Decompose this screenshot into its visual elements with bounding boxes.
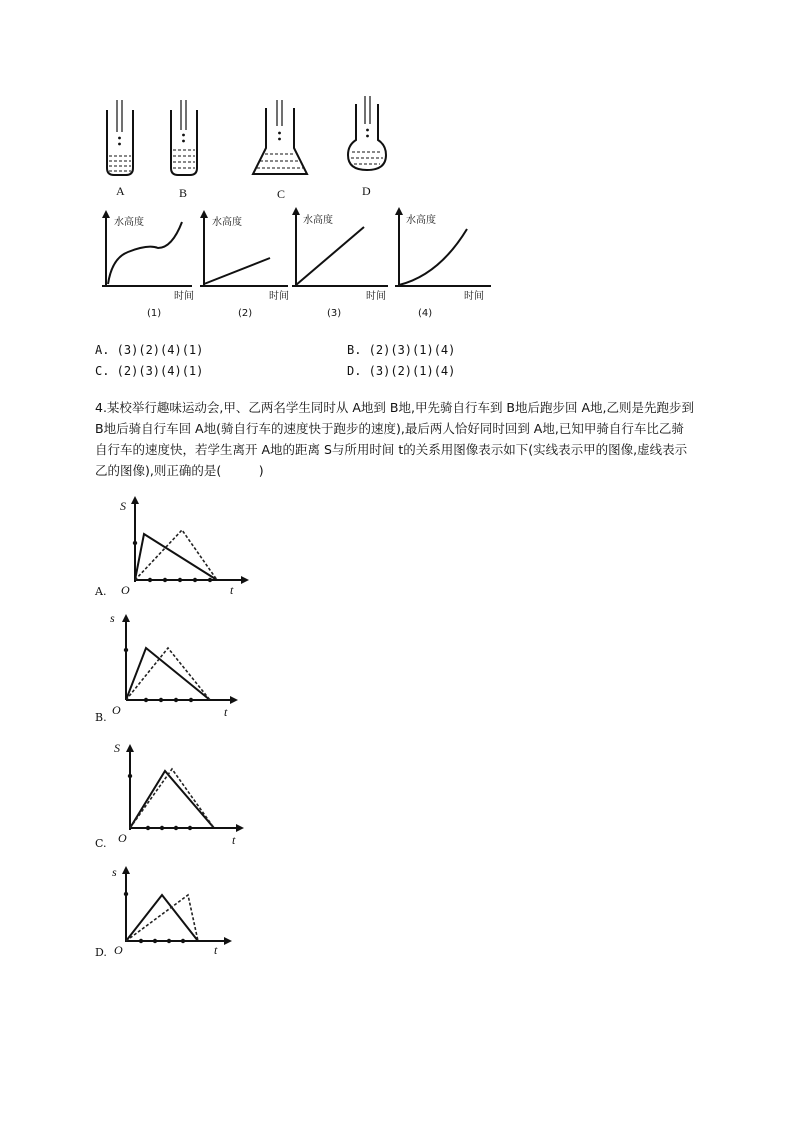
q4-c-t: t: [232, 833, 236, 847]
graph-4-number: (4): [418, 308, 433, 319]
vessel-d: [345, 96, 389, 176]
graph-1-xlabel: 时间: [174, 291, 194, 302]
graph-4-xlabel: 时间: [464, 291, 484, 302]
graph-3-ylabel: 水高度: [303, 215, 333, 226]
vessel-c: [250, 100, 310, 180]
q4-a-o: O: [121, 583, 130, 597]
q4-b-t: t: [224, 705, 228, 719]
q4-d-o: O: [114, 943, 123, 957]
q3-option-b[interactable]: B. (2)(3)(1)(4): [347, 343, 456, 357]
q4-c-s: S: [114, 741, 120, 755]
q4-b-s: s: [110, 611, 115, 625]
q4-a-t: t: [230, 583, 234, 597]
q4-graph-c-text: [110, 738, 250, 847]
q4-option-a-letter[interactable]: A.: [95, 585, 107, 598]
question-4-text: 4.某校举行趣味运动会,甲、乙两名学生同时从 A地到 B地,甲先骑自行车到 B地后跑步回 A地,乙则是先跑步到 B地后骑自行车回 A地(骑自行车的速度快于跑步的速度),最后两人恰好同时回到 A地,已知甲骑自行车比乙骑自行车的速度快，若学生离开 A地的距离 S与所用时间 t的关系用图像表示如下(实线表示甲的图像,虚线表示乙的图像),则正确的是( ): [95, 400, 694, 478]
q4-graph-a-text: [117, 490, 257, 597]
q4-a-s: S: [120, 499, 126, 513]
vessel-a: [100, 100, 140, 180]
vessel-label-d: D: [362, 184, 371, 198]
q4-option-c-letter[interactable]: C.: [95, 837, 107, 850]
q4-d-t: t: [214, 943, 218, 957]
q3-option-a[interactable]: A. (3)(2)(4)(1): [95, 343, 204, 357]
graph-3-xlabel: 时间: [366, 291, 386, 302]
graph-1-number: (1): [147, 308, 162, 319]
graph-4-ylabel: 水高度: [406, 215, 436, 226]
q4-b-o: O: [112, 703, 121, 717]
vessel-label-b: B: [179, 186, 188, 200]
vessel-b: [164, 100, 204, 180]
graph-2-xlabel: 时间: [269, 291, 289, 302]
graph-1-ylabel: 水高度: [114, 217, 144, 228]
q4-option-d-letter[interactable]: D.: [95, 946, 107, 959]
vessel-label-a: A: [116, 184, 125, 198]
q4-graph-b-text: [106, 610, 246, 719]
graph-2-number: (2): [238, 308, 253, 319]
q3-option-d[interactable]: D. (3)(2)(1)(4): [347, 364, 456, 378]
q4-c-o: O: [118, 831, 127, 845]
graph-2-ylabel: 水高度: [212, 217, 242, 228]
q4-option-b-letter[interactable]: B.: [95, 711, 107, 724]
vessel-label-c: C: [277, 187, 286, 201]
graph-3-number: (3): [327, 308, 342, 319]
q4-d-s: s: [112, 865, 117, 879]
q3-option-c[interactable]: C. (2)(3)(4)(1): [95, 364, 204, 378]
q4-graph-d-text: [108, 862, 238, 957]
